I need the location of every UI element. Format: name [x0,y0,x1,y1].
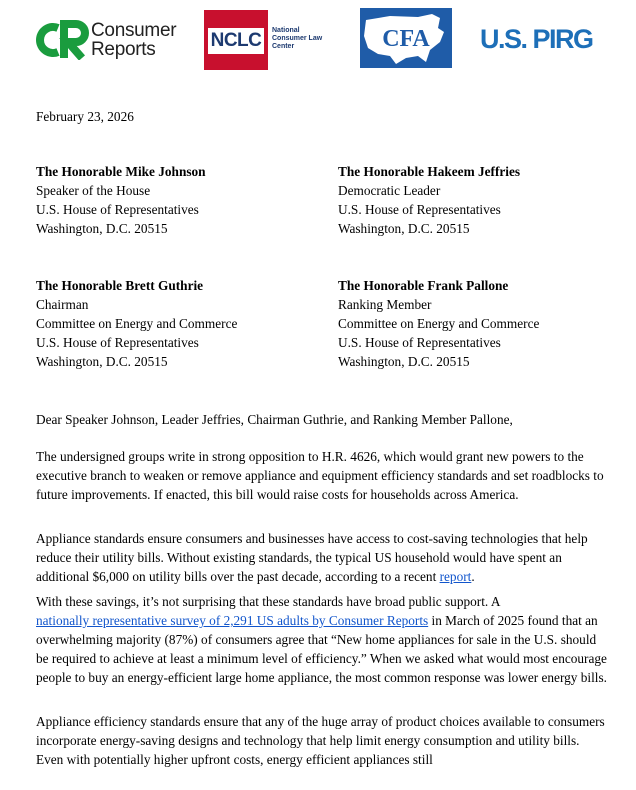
letter-date: February 23, 2026 [36,109,134,124]
nclc-logo-text: National Consumer Law Center [272,27,323,50]
nclc-logo [204,10,340,70]
paragraph-1: The undersigned groups write in strong opposition to H.R. 4626, which would grant new powers to the executive branch to weaken or remove appliance and equipment efficiency standards and set roadblocks to future improvements. If enacted, this bill would raise costs for households across America. [36,449,604,502]
nclc-logo-box [204,10,268,70]
nclc-logo-mark: NCLC [208,28,264,54]
survey-link[interactable]: nationally representative survey of 2,291 US adults by Consumer Reports [36,613,429,628]
recipient-block-1: The Honorable Mike Johnson Speaker of the House U.S. House of Representatives Washington, D.C. 20515 [36,164,206,236]
paragraph-3: With these savings, it’s not surprising that these standards have broad public support. A nationally representative survey of 2,291 US adults by Consumer Reports in March of 2025 found that an overwhelming majority (87%) of consumers agree that “New home appliances for sale in the U.S. should be required to achieve at least a minimum level of efficiency.” When we asked what would most encourage people to buy an energy-efficient large home appliance, the most common response was lower energy bills. [36,594,607,685]
paragraph-2: Appliance standards ensure consumers and businesses have access to cost-saving technologies that help reduce their utility bills. Without existing standards, the typical US household would have spent an additional $6,000 on utility bills over the past decade, according to a recent report. [36,531,588,584]
uspirg-logo: U.S. PIRG [480,24,593,54]
recipient-block-3: The Honorable Brett Guthrie Chairman Committee on Energy and Commerce U.S. House of Representatives Washington, D.C. 20515 [36,278,238,369]
report-link[interactable]: report [439,569,472,584]
cfa-logo [360,8,452,68]
letterhead-logos [0,0,636,80]
cr-logo-mark [34,20,90,60]
paragraph-4: Appliance efficiency standards ensure that any of the huge array of product choices available to consumers incorporate energy-saving designs and technology that help limit energy consumption and utility bills. Even with potentially higher upfront costs, energy efficient appliances still [36,714,605,767]
recipient-block-2: The Honorable Hakeem Jeffries Democratic Leader U.S. House of Representatives Washington, D.C. 20515 [338,164,521,236]
recipient-block-4: The Honorable Frank Pallone Ranking Member Committee on Energy and Commerce U.S. House of Representatives Washington, D.C. 20515 [338,278,540,369]
salutation: Dear Speaker Johnson, Leader Jeffries, Chairman Guthrie, and Ranking Member Pallone, [36,412,513,427]
consumer-reports-logo [34,18,184,62]
cfa-logo-mark: CFA [382,26,430,52]
cr-logo-text: Consumer Reports [91,20,177,60]
